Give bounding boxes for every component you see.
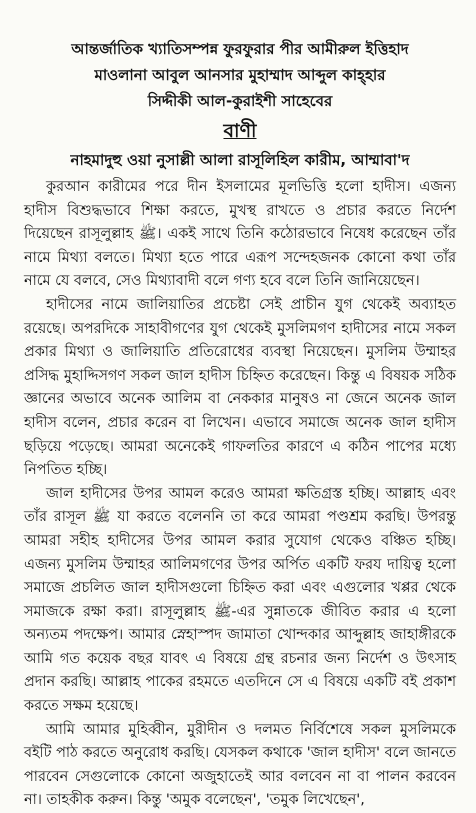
page-heading: বাণী [223,120,257,142]
header-line-3: সিদ্দীকী আল-কুরাইশী সাহেবের [147,92,333,110]
paragraph-2: হাদীসের নামে জালিয়াতির প্রচেষ্টা সেই প্রাচীন যুগ থেকেই অব্যাহত রয়েছে। অপরদিকে সাহাবীগণের যুগ থেকেই মুসলিমগণ হাদীসের নামে সকল প্রকার মিথ্যা ও জালিয়াতি প্রতিরোধের ব্যবস্থা নিয়েছেন। মুসলিম উম্মাহর প্রসিদ্ধ মুহাদ্দিসগণ সকল জাল হাদীস চিহ্নিত করেছেন। কিন্তু এ বিষয়ক সঠিক জ্ঞানের অভাবে অনেক আলিম বা নেককার মানুষও না জেনে অনেক জাল হাদীস বলেন, প্রচার করেন বা লিখেন। এভাবে সমাজে অনেক জাল হাদীস ছড়িয়ে পড়েছে। আমরা অনেকেই গাফলতির কারণে এ কঠিন পাপের মধ্যে নিপতিত হচ্ছি। [24,296,456,479]
author-header [24,36,456,114]
paragraph-3: জাল হাদীসের উপর আমল করেও আমরা ক্ষতিগ্রস্ত হচ্ছি। আল্লাহ এবং তাঁর রাসূল ﷺ যা করতে বলেননি তা করে আমরা পণ্ডশ্রম করছি। উপরন্তু আমরা সহীহ হাদীসের উপর আমল করার সুযোগ থেকেও বঞ্চিত হচ্ছি। এজন্য মুসলিম উম্মাহর আলিমগণের উপর অর্পিত একটি ফরয দায়িত্ব হলো সমাজে প্রচলিত জাল হাদীসগুলো চিহ্নিত করা এবং এগুলোর খপ্পর থেকে সমাজকে রক্ষা করা। রাসূলুল্লাহ ﷺ-এর সুন্নাতকে জীবিত করার এ হলো অন্যতম পদক্ষেপ। আমার স্নেহাস্পদ জামাতা খোন্দকার আব্দুল্লাহ জাহাঙ্গীরকে আমি গত কয়েক বছর যাবৎ এ বিষয়ে গ্রন্থ রচনার জন্য নির্দেশ ও উৎসাহ প্রদান করছি। আল্লাহ পাকের রহমতে এতদিনে সে এ বিষয়ে একটি বই প্রকাশ করতে সক্ষম হয়েছে। [24,485,456,715]
salutation-line: নাহমাদুহু ওয়া নুসাল্লী আলা রাসূলিহিল কারীম, আম্মাবা'দ [70,151,410,169]
header-line-1: আন্তর্জাতিক খ্যাতিসম্পন্ন ফুরফুরার পীর আমীরুল ইত্তিহাদ [71,40,409,58]
header-line-2: মাওলানা আবুল আনসার মুহাম্মাদ আব্দুল কাহ্হার [94,66,386,84]
paragraph-1: কুরআন কারীমের পরে দীন ইসলামের মূলভিত্তি হলো হাদীস। এজন্য হাদীস বিশুদ্ধভাবে শিক্ষা করতে, মুখস্থ রাখতে ও প্রচার করতে নির্দেশ দিয়েছেন রাসূলুল্লাহ ﷺ। একই সাথে তিনি কঠোরভাবে নিষেধ করেছেন তাঁর নামে মিথ্যা বলতে। মিথ্যা হতে পারে এরূপ সন্দেহজনক কোনো কথা তাঁর নামে যে বলবে, সেও মিথ্যাবাদী বলে গণ্য হবে বলে তিনি জানিয়েছেন। [24,179,457,290]
paragraph-4: আমি আমার মুহিব্বীন, মুরীদীন ও দলমত নির্বিশেষে সকল মুসলিমকে বইটি পাঠ করতে অনুরোধ করছি। যেসকল কথাকে 'জাল হাদীস' বলে জানতে পারবেন সেগুলোকে কোনো অজুহাতেই আর বলবেন না বা পালন করবেন না। তাহকীক করুন। কিন্তু 'অমুক বলেছেন', 'তমুক লিখেছেন', [24,721,456,809]
